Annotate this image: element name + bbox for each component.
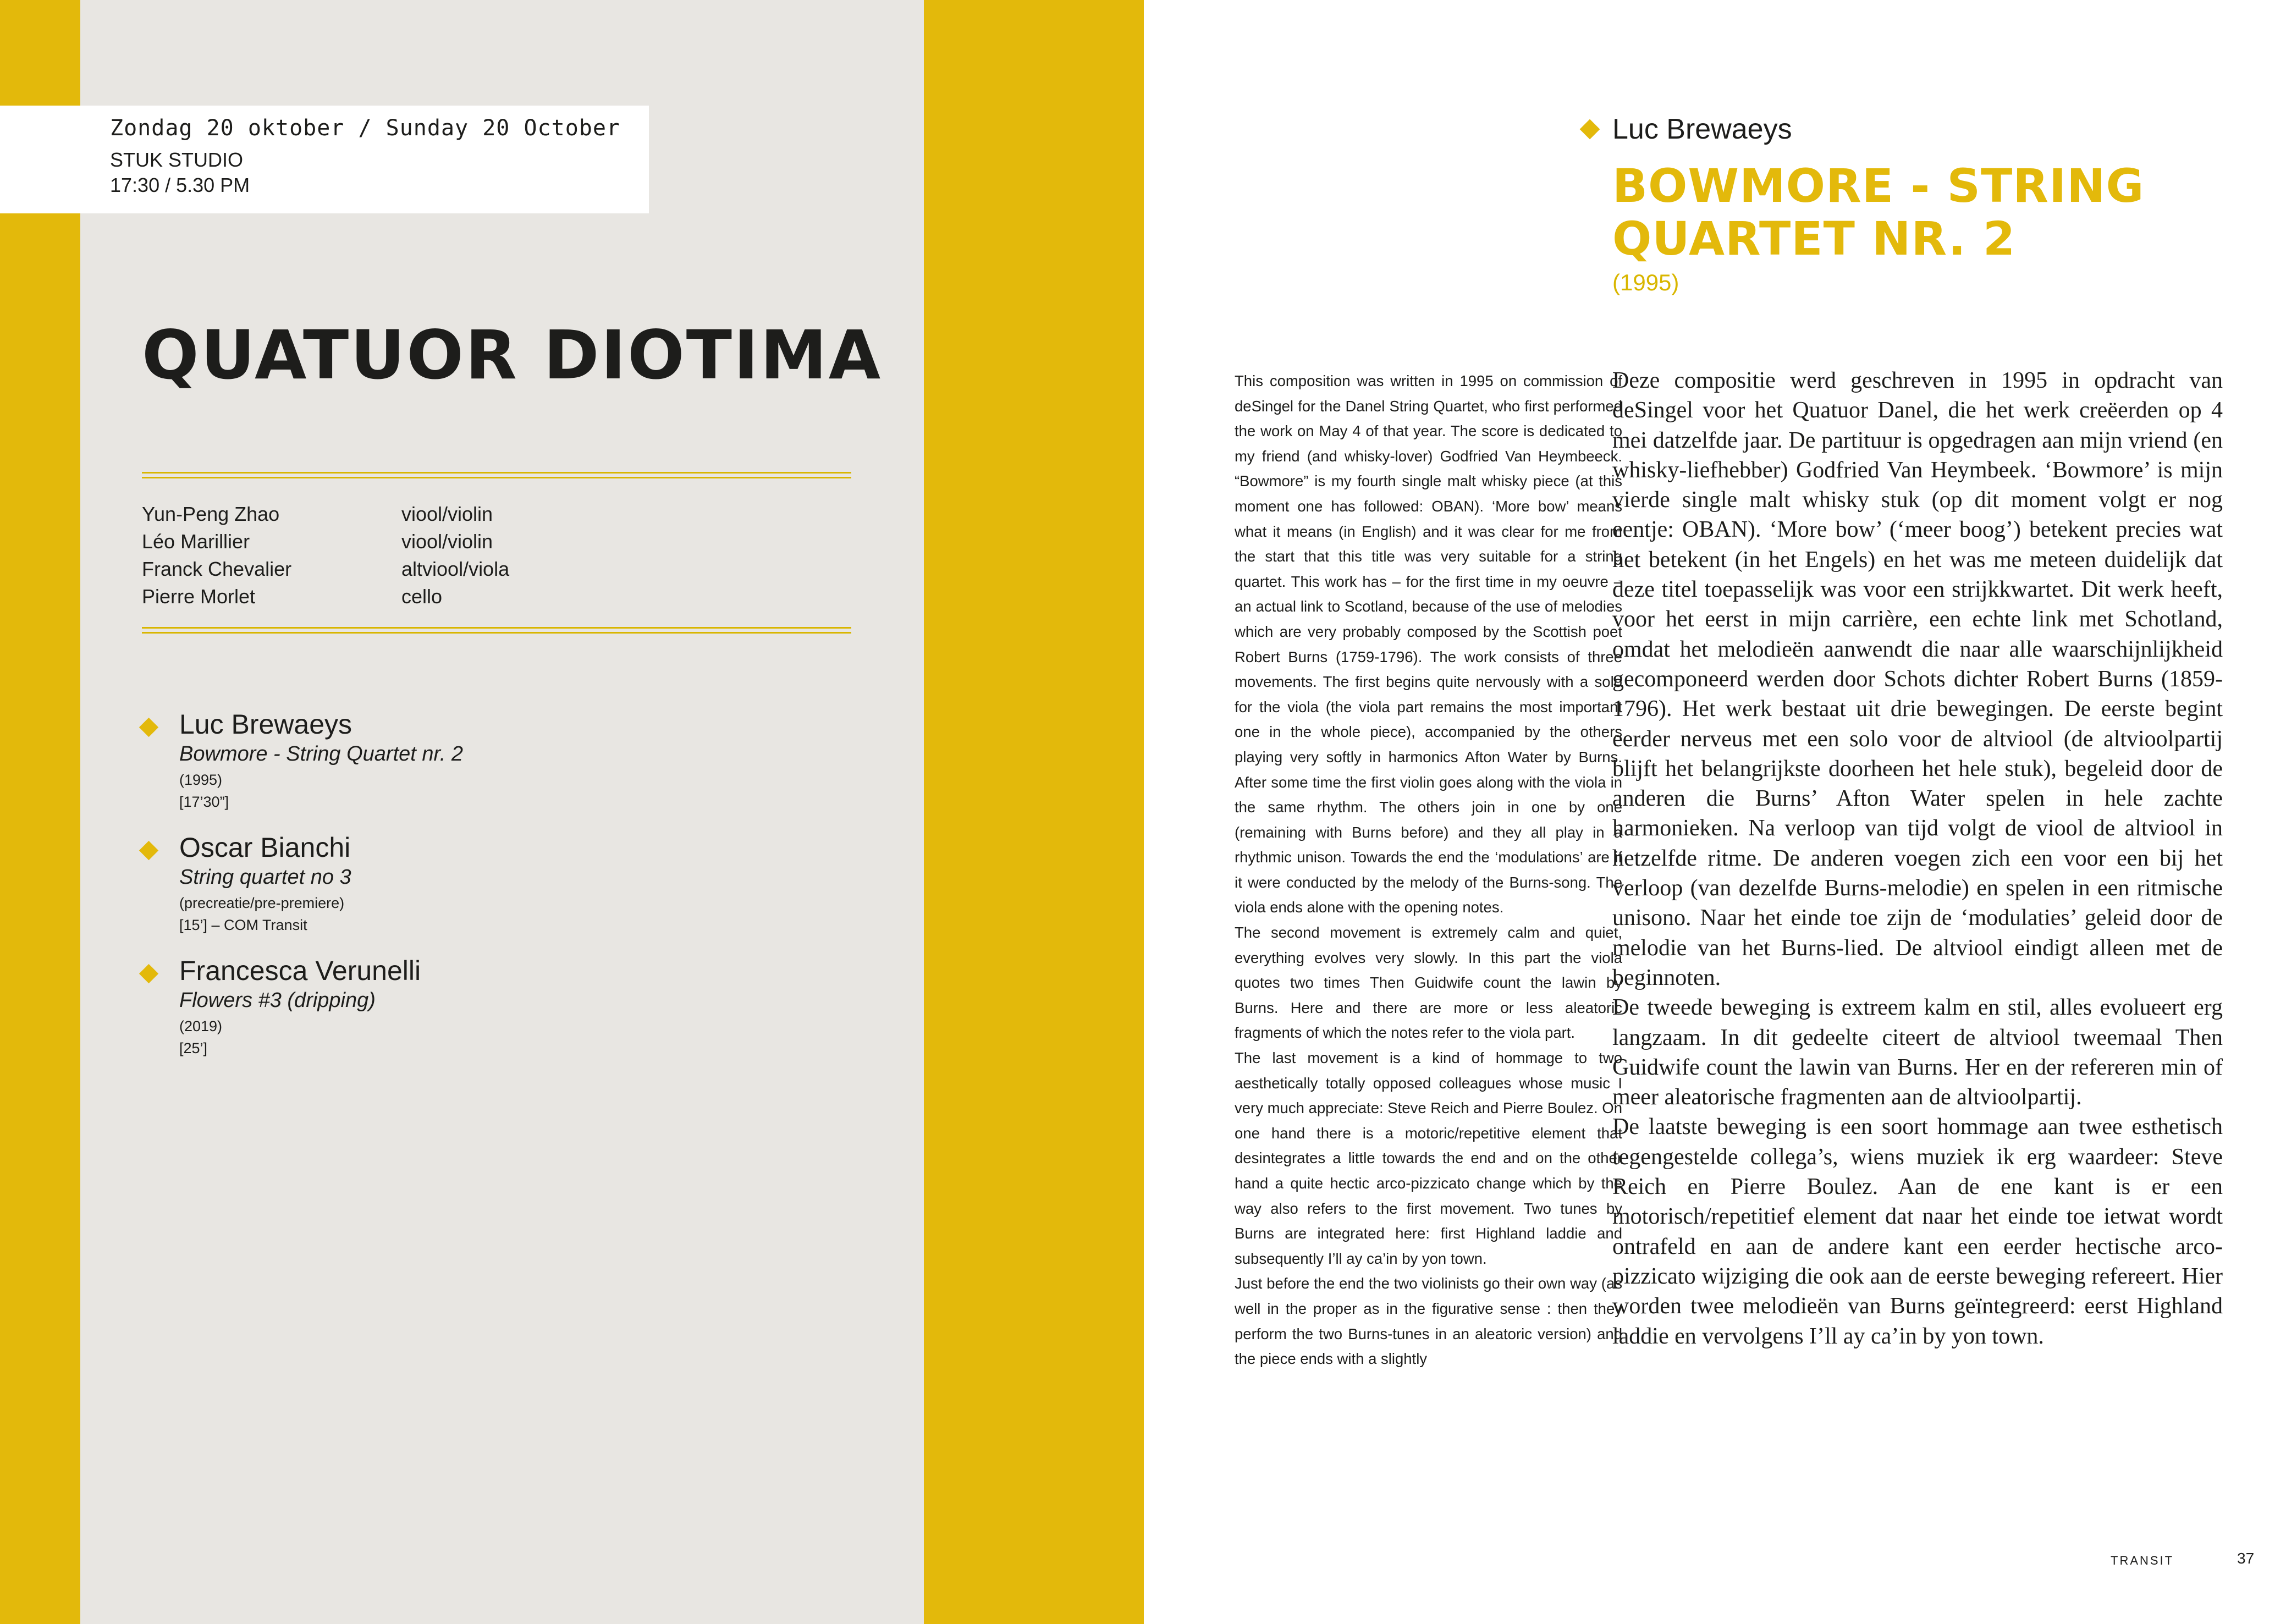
musician-name: Léo Marillier	[142, 530, 250, 553]
musician-row	[142, 555, 692, 583]
diamond-bullet-icon	[1580, 119, 1600, 140]
musician-row	[142, 500, 692, 528]
event-time: 17:30 / 5.30 PM	[110, 174, 250, 196]
english-text-column	[1235, 368, 1622, 1490]
dutch-paragraph: De laatste beweging is een soort hommage aan twee esthetisch tegengestelde collega’s, wiens muziek ik erg waardeer: Steve Reich en Pierre Boulez. Aan de ene kant is er een motorisch/repetitief element dat naar het einde toe ietwat wordt ontrafeld en aan de andere kant een eerder hectische arco-pizzicato wijziging die ook aan de eerste beweging refereert. Hier worden twee melodieën van Burns geïntegreerd: eerst Highland laddie en vervolgens I’ll ay ca’in by yon town.	[1612, 1114, 2223, 1349]
event-info-box	[0, 106, 649, 213]
dutch-paragraph: De tweede beweging is extreem kalm en stil, alles evolueert erg langzaam. In dit gedeelte citeert de altviool tweemaal Then Guidwife count the lawin van Burns. Her en der refereren min of meer aleatorische fragmenten aan de altvioolpartij.	[1612, 995, 2223, 1110]
work-duration: [15’] – COM Transit	[179, 917, 307, 933]
english-paragraph: The second movement is extremely calm and quiet, everything evolves very slowly. In this part the viola quotes two times Then Guidwife count the lawin by Burns. Here and there are more or less aleatoric fragments of which the notes refer to the viola part.	[1235, 924, 1622, 1042]
musician-role: altviool/viola	[401, 558, 510, 580]
work-year: (precreatie/pre-premiere)	[179, 895, 345, 911]
musician-role: viool/violin	[401, 530, 493, 553]
dutch-text-column	[1612, 366, 2223, 1488]
musician-row	[142, 583, 692, 610]
article-year: (1995)	[1612, 269, 1679, 295]
event-date: Zondag 20 oktober / Sunday 20 October	[110, 115, 621, 141]
work-title: Flowers #3 (dripping)	[179, 989, 376, 1012]
work-composer: Francesca Verunelli	[179, 955, 421, 986]
musician-list	[142, 500, 692, 610]
page-number: 37	[2237, 1550, 2255, 1567]
event-venue: STUK STUDIO	[110, 148, 244, 171]
ensemble-title: QUATUOR DIOTIMA	[142, 316, 883, 394]
right-page	[1144, 0, 2286, 1624]
musician-name: Franck Chevalier	[142, 558, 292, 580]
work-composer: Luc Brewaeys	[179, 709, 352, 740]
article-composer: Luc Brewaeys	[1612, 113, 1792, 145]
program-panel	[80, 0, 924, 1624]
english-paragraph: This composition was written in 1995 on commission of deSingel for the Danel String Quartet, who first performed the work on May 4 of that year. The score is dedicated to my friend (and whisky-lover) Godfried Van Heymbeeck. “Bowmore” is my fourth single malt whisky piece (at this moment one has followed: OBAN). ‘More bow’ means what it means (in English) and it was clear for me from the start that this title was very suitable for a string quartet. This work has – for the first time in my oeuvre – an actual link to Scotland, because of the use of melodies which are very probably composed by the Scottish poet Robert Burns (1759-1796). The work consists of three movements. The first begins quite nervously with a solo for the viola (the viola part remains the most important one in the whole piece), accompanied by the others playing very softly in harmonics Afton Water by Burns. After some time the first violin goes along with the viola in the same rhythm. The others join in one by one (remaining with Burns before) and they all play in a rhythmic unison. Towards the end the ‘modulations’ are if it were conducted by the melody of the Burns-song. The viola ends alone with the opening notes.	[1235, 372, 1622, 916]
musician-row	[142, 528, 692, 555]
footer-section-label: TRANSIT	[2111, 1554, 2174, 1567]
work-duration: [17’30”]	[179, 794, 229, 810]
double-rule-top	[142, 472, 851, 478]
work-duration: [25’]	[179, 1040, 208, 1056]
work-title: String quartet no 3	[179, 866, 351, 889]
article-title: BOWMORE - STRING QUARTET NR. 2	[1612, 159, 2145, 266]
work-title: Bowmore - String Quartet nr. 2	[179, 742, 464, 766]
musician-role: viool/violin	[401, 503, 493, 525]
musician-role: cello	[401, 585, 443, 608]
dutch-paragraph: Deze compositie werd geschreven in 1995 in opdracht van deSingel voor het Quatuor Danel, die het werk creëerden op 4 mei datzelfde jaar. De partituur is opgedragen aan mijn vriend (en whisky-liefhebber) Godfried Van Heymbeek. ‘Bowmore’ is mijn vierde single malt whisky stuk (op dit moment volgt er nog eentje: OBAN). ‘More bow’ (‘meer boog’) betekent precies wat het betekent (in het Engels) en het was me meteen duidelijk dat deze titel toepasselijk was voor een strijkkwartet. Dit werk heeft, voor het eerst in mijn carrière, een echte link met Schotland, omdat het melodieën aanwendt die naar alle waarschijnlijkheid gecomponeerd werden door Schots dichter Robert Burns (1859-1796). Het werk bestaat uit drie bewegingen. De eerste begint eerder nerveus met een solo voor de altviool (de altvioolpartij blijft het belangrijkste doorheen het hele stuk), begeleid door de anderen die Burns’ Afton Water spelen in hele zachte harmonieken. Na verloop van tijd volgt de viool de altviool in hetzelfde ritme. De anderen voegen zich een voor een bij het verloop (van dezelfde Burns-melodie) en spelen in een ritmische unisono. Naar het einde toe zijn de ‘modulaties’ geleid door de melodie van het Burns-lied. De altviool eindigt alleen met de beginnoten.	[1612, 368, 2223, 990]
english-paragraph: Just before the end the two violinists go their own way (as well in the proper as in the figurative sense : then they perform the two Burns-tunes in an aleatoric version) and the piece ends with a slightly	[1235, 1275, 1622, 1368]
work-composer: Oscar Bianchi	[179, 832, 351, 863]
english-paragraph: The last movement is a kind of hommage to two aesthetically totally opposed colleagues whose music I very much appreciate: Steve Reich and Pierre Boulez. On one hand there is a motoric/repetitive element that desintegrates a little towards the end and on the other hand a quite hectic arco-pizzicato change which by the way also refers to the first movement. Two tunes by Burns are integrated here: first Highland laddie and subsequently I’ll ay ca’in by yon town.	[1235, 1049, 1622, 1267]
work-year: (1995)	[179, 772, 223, 788]
musician-name: Pierre Morlet	[142, 585, 256, 608]
musician-name: Yun-Peng Zhao	[142, 503, 280, 525]
double-rule-bottom	[142, 627, 851, 634]
work-year: (2019)	[179, 1018, 223, 1034]
